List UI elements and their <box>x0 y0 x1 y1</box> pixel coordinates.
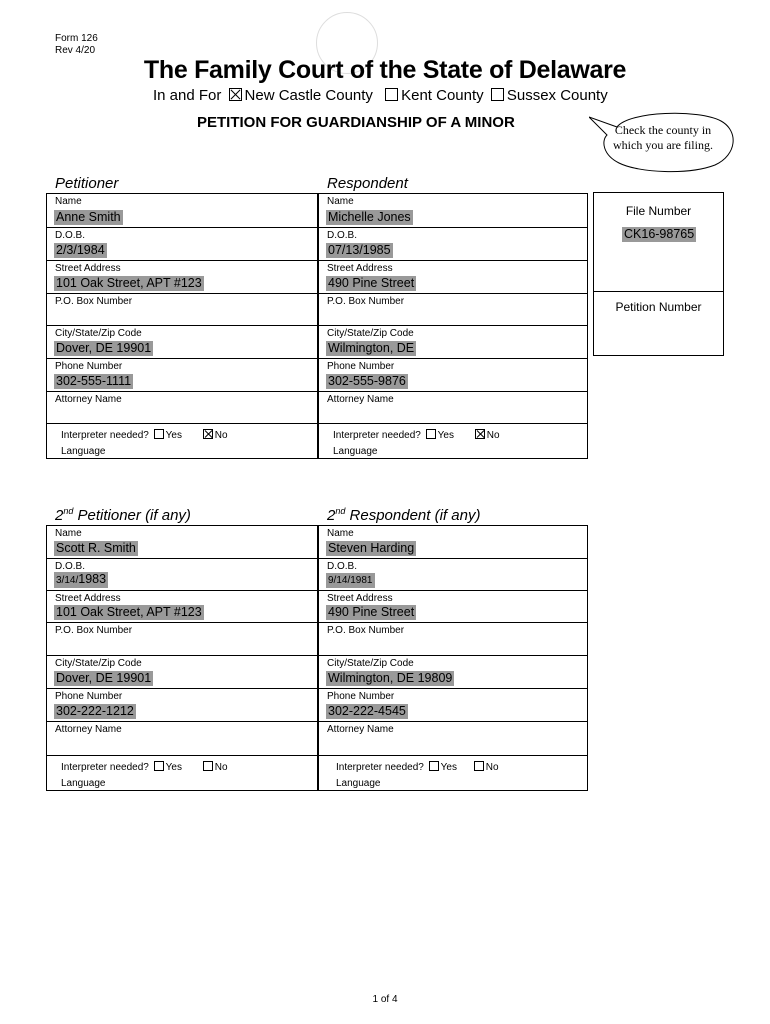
interpreter-label: Interpreter needed? <box>61 430 149 441</box>
respondent2-street-value: 490 Pine Street <box>328 605 415 619</box>
respondent-phone-value: 302-555-9876 <box>328 374 406 388</box>
petitioner2-phone-field[interactable] <box>47 689 317 722</box>
yes-label: Yes <box>165 430 182 441</box>
petitioner-phone-field[interactable] <box>47 359 317 392</box>
respondent2-box <box>318 525 588 791</box>
petitioner2-heading <box>55 506 191 524</box>
interpreter-question <box>336 761 499 773</box>
language-label: Language <box>61 778 106 789</box>
attorney-label: Attorney Name <box>55 394 122 405</box>
petitioner2-city-value: Dover, DE 19901 <box>56 671 152 685</box>
interpreter-question <box>61 761 228 773</box>
petitioner-interpreter-no-checkbox[interactable] <box>203 429 213 439</box>
phone-label: Phone Number <box>55 691 123 702</box>
no-label: No <box>485 762 499 773</box>
respondent2-heading-number: 2 <box>327 507 336 524</box>
pobox-label: P.O. Box Number <box>55 296 133 307</box>
interpreter-label: Interpreter needed? <box>61 762 149 773</box>
petitioner-interpreter-row <box>47 424 317 458</box>
county-kent-label: Kent County <box>401 87 484 104</box>
dob-label: D.O.B. <box>327 561 358 572</box>
respondent2-interpreter-row <box>319 756 587 790</box>
petitioner2-name-field[interactable] <box>47 526 317 559</box>
petitioner2-interpreter-no-checkbox[interactable] <box>203 761 213 771</box>
name-label: Name <box>55 528 82 539</box>
respondent-dob-field[interactable] <box>319 228 587 261</box>
phone-label: Phone Number <box>55 361 123 372</box>
respondent-interpreter-row <box>319 424 587 458</box>
attorney-label: Attorney Name <box>327 394 394 405</box>
phone-label: Phone Number <box>327 691 395 702</box>
respondent2-dob-field[interactable] <box>319 559 587 591</box>
name-label: Name <box>55 196 82 207</box>
petitioner2-dob-year: 1983 <box>78 572 107 586</box>
street-label: Street Address <box>55 593 121 604</box>
file-number-box <box>593 192 724 356</box>
form-revision: Rev 4/20 <box>55 45 96 56</box>
petitioner2-pobox-field[interactable] <box>47 623 317 656</box>
respondent2-city-value: Wilmington, DE 19809 <box>328 671 453 685</box>
petitioner2-dob-field[interactable] <box>47 559 317 591</box>
page-number: 1 of 4 <box>372 994 398 1005</box>
county-prefix: In and For <box>153 87 222 104</box>
city-label: City/State/Zip Code <box>55 658 142 669</box>
dob-label: D.O.B. <box>327 230 358 241</box>
attorney-label: Attorney Name <box>55 724 122 735</box>
street-label: Street Address <box>327 263 393 274</box>
petitioner-attorney-field[interactable] <box>47 392 317 424</box>
street-label: Street Address <box>327 593 393 604</box>
attorney-label: Attorney Name <box>327 724 394 735</box>
petitioner-phone-value: 302-555-1111 <box>56 374 132 388</box>
respondent-attorney-field[interactable] <box>319 392 587 424</box>
file-number-label: File Number <box>625 204 692 218</box>
county-sussex-checkbox[interactable] <box>491 88 504 101</box>
petitioner2-street-field[interactable] <box>47 591 317 623</box>
no-label: No <box>486 430 500 441</box>
interpreter-label: Interpreter needed? <box>336 762 424 773</box>
city-label: City/State/Zip Code <box>55 328 142 339</box>
file-number-field[interactable] <box>594 193 723 292</box>
petitioner2-attorney-field[interactable] <box>47 722 317 756</box>
interpreter-question <box>333 429 500 441</box>
phone-label: Phone Number <box>327 361 395 372</box>
street-label: Street Address <box>55 263 121 274</box>
dob-label: D.O.B. <box>55 230 86 241</box>
respondent-box <box>318 193 588 459</box>
respondent-dob-value: 07/13/1985 <box>328 243 391 257</box>
petitioner-box <box>46 193 318 459</box>
respondent2-name-field[interactable] <box>319 526 587 559</box>
respondent2-heading <box>327 506 480 524</box>
respondent-heading: Respondent <box>327 175 408 192</box>
county-kent-checkbox[interactable] <box>385 88 398 101</box>
respondent2-city-field[interactable] <box>319 656 587 689</box>
city-label: City/State/Zip Code <box>327 328 414 339</box>
respondent-interpreter-no-checkbox[interactable] <box>475 429 485 439</box>
petitioner-street-value: 101 Oak Street, APT #123 <box>56 276 202 290</box>
file-number-value: CK16-98765 <box>624 227 695 241</box>
respondent-pobox-field[interactable] <box>319 294 587 326</box>
respondent2-phone-value: 302-222-4545 <box>328 704 406 718</box>
petitioner-name-value: Anne Smith <box>56 210 121 224</box>
language-label: Language <box>61 446 106 457</box>
petitioner-dob-value: 2/3/1984 <box>56 243 105 257</box>
yes-label: Yes <box>440 762 457 773</box>
petitioner2-box <box>46 525 318 791</box>
no-label: No <box>214 430 228 441</box>
petitioner2-heading-number: 2 <box>55 507 64 524</box>
petitioner2-heading-text: Petitioner (if any) <box>73 507 191 524</box>
yes-label: Yes <box>165 762 182 773</box>
respondent2-pobox-field[interactable] <box>319 623 587 656</box>
respondent2-name-value: Steven Harding <box>328 541 415 555</box>
petitioner2-street-value: 101 Oak Street, APT #123 <box>56 605 202 619</box>
no-label: No <box>214 762 228 773</box>
respondent-name-value: Michelle Jones <box>328 210 411 224</box>
interpreter-label: Interpreter needed? <box>333 430 421 441</box>
language-label: Language <box>336 778 381 789</box>
county-selector <box>153 87 608 104</box>
county-sussex-label: Sussex County <box>506 87 608 104</box>
name-label: Name <box>327 196 354 207</box>
respondent2-interpreter-no-checkbox[interactable] <box>474 761 484 771</box>
petitioner2-dob-month-day: 3/14/ <box>56 575 79 586</box>
page-title: The Family Court of the State of Delaware <box>143 56 627 84</box>
petitioner2-dob-value <box>54 572 108 588</box>
petition-number-field[interactable] <box>594 291 723 355</box>
petitioner-pobox-field[interactable] <box>47 294 317 326</box>
petitioner2-interpreter-row <box>47 756 317 790</box>
form-meta <box>55 33 98 57</box>
respondent-name-field[interactable] <box>319 194 587 228</box>
county-new-castle-checkbox[interactable] <box>229 88 242 101</box>
yes-label: Yes <box>437 430 454 441</box>
city-label: City/State/Zip Code <box>327 658 414 669</box>
interpreter-question <box>61 429 228 441</box>
pobox-label: P.O. Box Number <box>327 625 405 636</box>
petitioner-dob-field[interactable] <box>47 228 317 261</box>
respondent-city-field[interactable] <box>319 326 587 359</box>
respondent2-street-field[interactable] <box>319 591 587 623</box>
petitioner-heading: Petitioner <box>55 175 119 192</box>
petitioner-street-field[interactable] <box>47 261 317 294</box>
petitioner-name-field[interactable] <box>47 194 317 228</box>
language-label: Language <box>333 446 378 457</box>
respondent-street-value: 490 Pine Street <box>328 276 415 290</box>
petitioner-city-value: Dover, DE 19901 <box>56 341 152 355</box>
respondent2-phone-field[interactable] <box>319 689 587 722</box>
respondent2-dob-value: 9/14/1981 <box>328 575 373 586</box>
petitioner2-phone-value: 302-222-1212 <box>56 704 134 718</box>
name-label: Name <box>327 528 354 539</box>
dob-label: D.O.B. <box>55 561 86 572</box>
pobox-label: P.O. Box Number <box>327 296 405 307</box>
petitioner-interpreter-yes-checkbox[interactable] <box>154 429 164 439</box>
respondent-street-field[interactable] <box>319 261 587 294</box>
respondent2-interpreter-yes-checkbox[interactable] <box>429 761 439 771</box>
county-new-castle-label: New Castle County <box>244 87 373 104</box>
petitioner2-name-value: Scott R. Smith <box>56 541 136 555</box>
petitioner2-city-field[interactable] <box>47 656 317 689</box>
respondent2-heading-text: Respondent (if any) <box>345 507 481 524</box>
petitioner-city-field[interactable] <box>47 326 317 359</box>
form-number: Form 126 <box>55 33 98 44</box>
respondent2-attorney-field[interactable] <box>319 722 587 756</box>
petitioner2-interpreter-yes-checkbox[interactable] <box>154 761 164 771</box>
respondent-city-value: Wilmington, DE <box>328 341 415 355</box>
petitioner2-heading-ordinal: nd <box>63 506 74 516</box>
respondent-phone-field[interactable] <box>319 359 587 392</box>
respondent-interpreter-yes-checkbox[interactable] <box>426 429 436 439</box>
callout-text: Check the county in which you are filing. <box>613 123 713 152</box>
petition-title: PETITION FOR GUARDIANSHIP OF A MINOR <box>197 114 515 131</box>
pobox-label: P.O. Box Number <box>55 625 133 636</box>
respondent2-heading-ordinal: nd <box>335 506 346 516</box>
petition-number-label: Petition Number <box>615 300 702 314</box>
